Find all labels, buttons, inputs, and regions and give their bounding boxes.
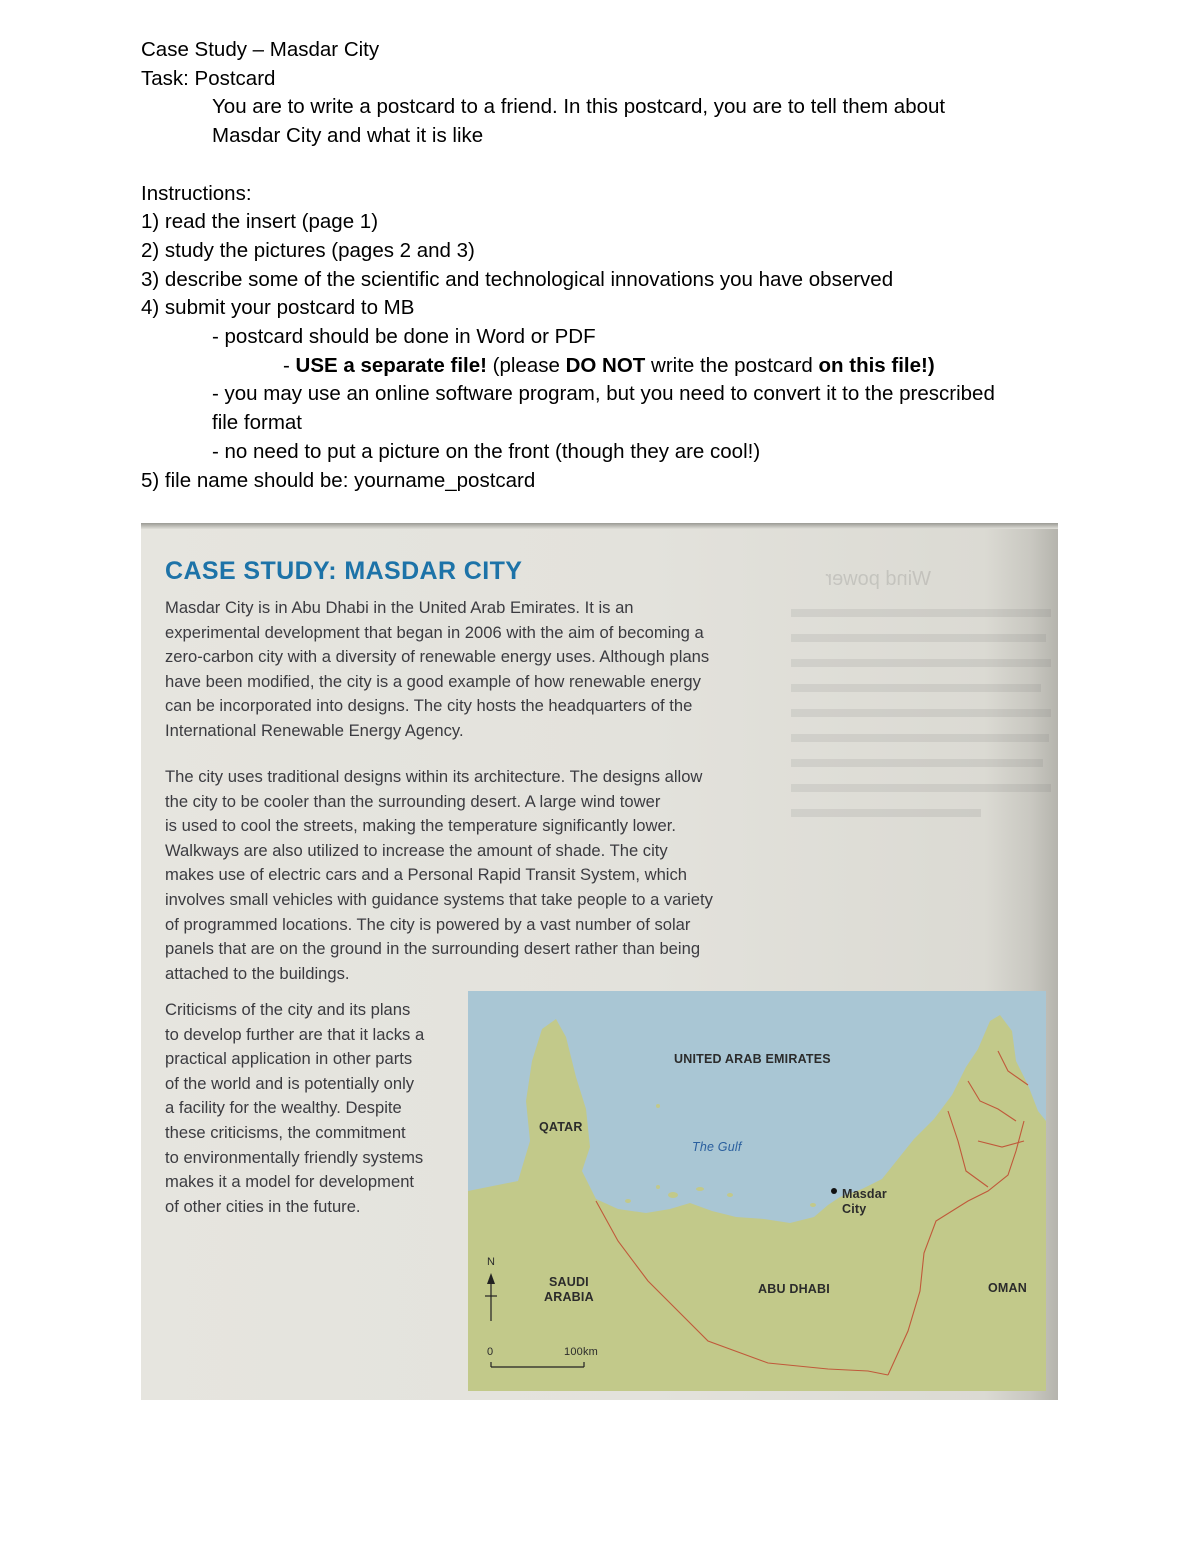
uae-map	[468, 991, 1046, 1391]
para1-line: International Renewable Energy Agency.	[165, 720, 464, 740]
sub2-emphasis-separate-file: USE a separate file!	[295, 353, 487, 377]
instruction-step-3: 3) describe some of the scientific and technological innovations you have observed	[141, 267, 894, 291]
photo-edge-shadow	[141, 523, 1058, 529]
instruction-sub-3-line-2: file format	[212, 411, 302, 435]
instruction-sub-4: - no need to put a picture on the front (though they are cool!)	[212, 439, 761, 463]
instruction-step-2: 2) study the pictures (pages 2 and 3)	[141, 238, 475, 262]
document-body	[141, 36, 1081, 495]
para3-line: of the world and is potentially only	[165, 1073, 415, 1093]
para3-line: Criticisms of the city and its plans	[165, 1000, 411, 1019]
sub2-emphasis-do-not: DO NOT	[565, 353, 646, 377]
case-study-paragraph-3	[165, 998, 424, 1219]
doc-title: Case Study – Masdar City	[141, 38, 380, 61]
para2-line: involves small vehicles with guidance systems that take people to a variety	[165, 889, 713, 909]
label-masdar-city	[842, 1187, 887, 1217]
label-saudi-arabia	[544, 1275, 594, 1305]
para2-line: is used to cool the streets, making the temperature significantly lower.	[165, 816, 676, 836]
label-qatar: QATAR	[539, 1120, 583, 1134]
label-north: N	[487, 1256, 496, 1268]
task-label: Task: Postcard	[141, 66, 276, 90]
para2-line: the city to be cooler than the surrounding desert. A large wind tower	[165, 791, 661, 811]
para1-line: zero-carbon city with a diversity of renewable energy uses. Although plans	[165, 647, 710, 667]
para2-line: attached to the buildings.	[165, 963, 350, 983]
para3-line: to environmentally friendly systems	[165, 1147, 424, 1167]
para3-line: a facility for the wealthy. Despite	[165, 1098, 402, 1118]
bleed-through-text	[781, 543, 1058, 843]
para2-line: Walkways are also utilized to increase the amount of shade. The city	[165, 840, 668, 860]
label-city: City	[842, 1202, 867, 1216]
para1-line: Masdar City is in Abu Dhabi in the United Arab Emirates. It is an	[165, 598, 634, 617]
case-study-title: CASE STUDY: MASDAR CITY	[165, 557, 523, 585]
instruction-step-1: 1) read the insert (page 1)	[141, 210, 379, 234]
para1-line: can be incorporated into designs. The city hosts the headquarters of the	[165, 696, 693, 716]
sub2-text-2: write the postcard	[645, 353, 819, 377]
para3-line: these criticisms, the commitment	[165, 1122, 406, 1142]
instruction-sub-1: - postcard should be done in Word or PDF	[212, 325, 596, 349]
label-uae: UNITED ARAB EMIRATES	[674, 1052, 831, 1066]
para1-line: experimental development that began in 2006 with the aim of becoming a	[165, 622, 704, 642]
label-abu-dhabi: ABU DHABI	[758, 1282, 830, 1296]
para2-line: panels that are on the ground in the surrounding desert rather than being	[165, 939, 701, 959]
case-study-paragraph-1	[165, 596, 709, 744]
textbook-photo	[141, 523, 1058, 1400]
label-scale-km: 100km	[564, 1346, 599, 1358]
instruction-step-4: 4) submit your postcard to MB	[141, 296, 415, 320]
para3-line: practical application in other parts	[165, 1049, 413, 1069]
label-oman: OMAN	[988, 1281, 1027, 1295]
para2-line: The city uses traditional designs within its architecture. The designs allow	[165, 767, 703, 786]
para3-line: to develop further are that it lacks a	[165, 1024, 425, 1044]
label-saudi: SAUDI	[548, 1275, 589, 1289]
instruction-sub-2	[141, 352, 1081, 381]
map-graphic	[468, 991, 1046, 1391]
instructions-heading: Instructions:	[141, 181, 252, 205]
instruction-sub-3-line-1: - you may use an online software program, but you need to convert it to the prescribed	[212, 382, 995, 406]
para3-line: of other cities in the future.	[165, 1196, 361, 1216]
task-description-line-2: Masdar City and what it is like	[212, 124, 484, 148]
bleed-heading: Wind power	[825, 568, 931, 590]
label-masdar: Masdar	[842, 1187, 887, 1201]
sub2-emphasis-this-file: on this file!)	[818, 353, 935, 377]
sub2-text: (please	[486, 353, 566, 377]
case-study-paragraph-2	[165, 765, 713, 986]
blank-line	[141, 151, 1081, 180]
label-arabia: ARABIA	[544, 1290, 594, 1304]
sub2-dash: -	[283, 353, 296, 377]
label-gulf: The Gulf	[692, 1140, 742, 1154]
para2-line: of programmed locations. The city is powered by a vast number of solar	[165, 914, 691, 934]
task-description-line-1: You are to write a postcard to a friend. In this postcard, you are to tell them about	[212, 95, 946, 119]
para3-line: makes it a model for development	[165, 1172, 415, 1192]
para1-line: have been modified, the city is a good example of how renewable energy	[165, 671, 701, 691]
city-dot-icon	[831, 1188, 837, 1194]
instruction-step-5: 5) file name should be: yourname_postcard	[141, 468, 536, 492]
label-scale-zero: 0	[487, 1346, 494, 1358]
para2-line: makes use of electric cars and a Personal Rapid Transit System, which	[165, 865, 688, 885]
